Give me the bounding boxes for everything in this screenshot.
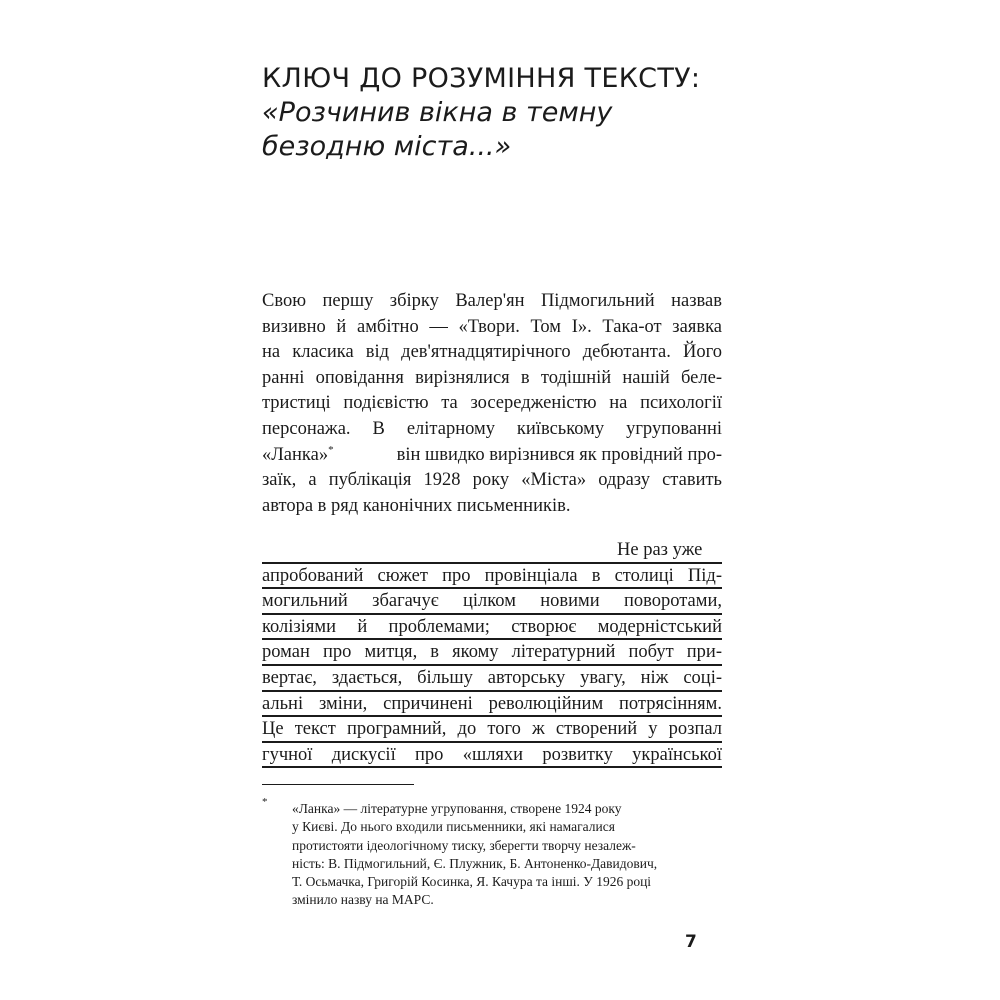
footnote-marker: * <box>328 443 334 456</box>
text-line: ранні оповідання вирізнялися в тодішній нашій беле- <box>262 367 722 388</box>
text-line: Це текст програмний, до того ж створений у розпал <box>262 717 722 743</box>
chapter-title: КЛЮЧ ДО РОЗУМІННЯ ТЕКСТУ: <box>262 63 701 94</box>
text-line: визивно й амбітно — «Твори. Том I». Така-от заявка <box>262 316 722 337</box>
chapter-heading <box>262 62 742 164</box>
footnote <box>292 800 722 910</box>
footnote-line: ність: В. Підмогильний, Є. Плужник, Б. Антоненко-Давидович, <box>292 855 658 871</box>
footnote-line: протистояти ідеологічному тиску, зберегти творчу незалеж- <box>292 837 636 853</box>
footnote-line: Т. Осьмачка, Григорій Косинка, Я. Качура та інші. У 1926 році <box>292 874 652 890</box>
text-line: Не раз уже <box>262 538 722 564</box>
chapter-quote-line-2: безодню міста...» <box>262 131 512 162</box>
lanka-reference: «Ланка»* <box>262 443 334 465</box>
text-line: вертає, здається, більшу авторську увагу, ніж соці- <box>262 666 722 692</box>
text-line: апробований сюжет про провінціала в столиці Під- <box>262 564 722 590</box>
text-line: на класика від дев'ятнадцятирічного дебютанта. Його <box>262 342 722 363</box>
text-line: могильний збагачує цілком новими поворотами, <box>262 589 722 615</box>
footnote-line: у Києві. До нього входили письменники, які намагалися <box>292 819 615 835</box>
footnote-line: змінило назву на МАРС. <box>292 892 434 908</box>
footnote-line: «Ланка» — літературне угруповання, створене 1924 року <box>292 801 622 816</box>
text-line: роман про митця, в якому літературний побут при- <box>262 640 722 666</box>
footnote-marker-bottom: * <box>262 796 268 808</box>
text-line <box>262 443 722 469</box>
text-line: автора в ряд канонічних письменників. <box>262 495 571 516</box>
paragraph-2-highlighted <box>262 538 722 768</box>
text-line: колізіями й проблемами; створює модерністський <box>262 615 722 641</box>
footnote-divider <box>262 784 414 785</box>
text-line: альні зміни, спричинені революційним потрясінням. <box>262 692 722 718</box>
text-line-rest: він швидко вирізнився як провідний про- <box>396 444 722 465</box>
paragraph-1 <box>262 289 722 519</box>
text-line: тристиці подієвістю та зосередженістю на психології <box>262 393 722 414</box>
text-line: заїк, а публікація 1928 року «Міста» одразу ставить <box>262 470 722 491</box>
chapter-quote-line-1: «Розчинив вікна в темну <box>262 97 613 128</box>
text-line: гучної дискусії про «шляхи розвитку української <box>262 743 722 769</box>
page-number: 7 <box>685 932 697 952</box>
text-line: персонажа. В елітарному київському угрупованні <box>262 418 722 439</box>
text-line: Свою першу збірку Валер'ян Підмогильний назвав <box>262 291 722 311</box>
